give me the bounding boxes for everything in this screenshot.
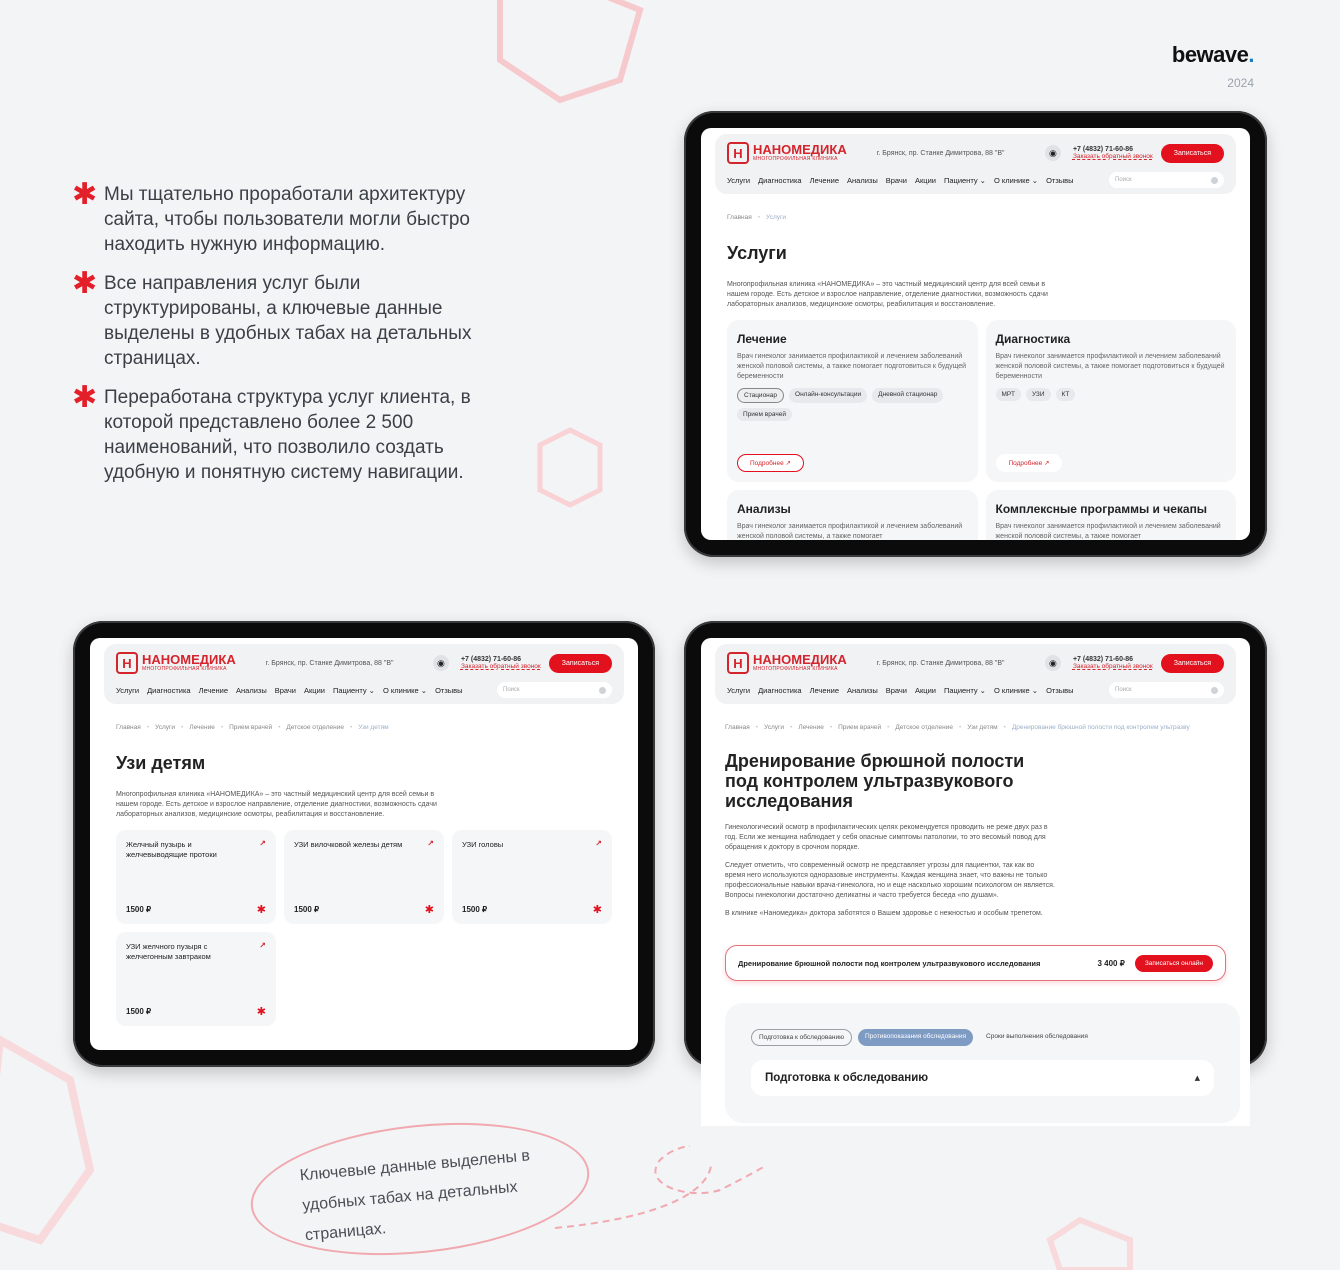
card-description: Врач гинеколог занимается профилактикой и лечением заболеваний женской половой системы, а также помогает подготовиться к будущей беременности (995, 353, 1225, 380)
accordion-title: Подготовка к обследованию (765, 1072, 929, 1084)
article-paragraph: Гинекологический осмотр в профилактических целях рекомендуется проводить не реже двух раз в год. Если же женщина наблюдает у себя опасные симптомы патологии, то это весомый повод для обращения к доктору в срочном порядке. (725, 824, 1048, 851)
service-cards (727, 320, 1236, 540)
logo-icon: H (727, 652, 749, 674)
uzi-title: УЗИ головы (462, 840, 504, 849)
main-nav (727, 682, 1224, 698)
article-paragraph: Следует отметить, что современный осмотр не представляет угрозы для пациентки, так как во время него используются одноразовые инструменты. Каждая женщина знает, что важны не только профессиональные навыки врача-гинеколога, но и еще насколько хорошим психологом он является. Вопросы гинекологии достаточно деликатны и часто требуется беседа «по душам». (725, 862, 1055, 899)
breadcrumb-item[interactable]: Услуги (764, 724, 785, 731)
feature-item (72, 266, 492, 371)
logo-subtitle: МНОГОПРОФИЛЬНАЯ КЛИНИКА (142, 666, 227, 672)
arrow-icon: ↗ (259, 839, 266, 848)
site-logo[interactable] (116, 652, 236, 674)
search-icon (1211, 687, 1218, 694)
chip[interactable]: УЗИ (1026, 388, 1051, 401)
feature-item (72, 177, 492, 257)
breadcrumb-item[interactable]: Услуги (155, 724, 176, 731)
tabs-panel (725, 1003, 1240, 1123)
breadcrumb-item[interactable]: Узи детям (967, 724, 998, 731)
uzi-price: 1500 ₽ (294, 905, 320, 914)
site-header (104, 644, 624, 704)
address: г. Брянск, пр. Станке Димитрова, 88 "В" (876, 659, 1005, 667)
breadcrumb-item[interactable]: Детское отделение (895, 724, 953, 731)
brand-logo: bewave. (1171, 42, 1254, 67)
breadcrumb-item: Узи детям (358, 724, 389, 731)
service-card[interactable] (986, 490, 1237, 540)
price-value: 3 400 ₽ (1097, 958, 1125, 968)
tablet-screen (90, 638, 638, 1050)
page-description: Многопрофильная клиника «НАНОМЕДИКА» – это частный медицинский центр для всей семьи в нашем городе. Есть детское и взрослое направление, отделение диагностики, возможность сдачи лабораторных анализов, медицинские осмотры, реабилитация и восстановление. (727, 281, 1048, 308)
uzi-title: УЗИ вилочковой железы детям (294, 840, 403, 849)
nav-item[interactable]: Пациенту ⌄ (943, 685, 986, 695)
card-title: Лечение (737, 332, 787, 346)
logo-subtitle: МНОГОПРОФИЛЬНАЯ КЛИНИКА (753, 666, 838, 672)
more-button[interactable]: Подробнее ↗ (996, 454, 1063, 472)
chevron-up-icon: ▲ (1194, 1074, 1200, 1082)
service-card[interactable] (986, 320, 1237, 482)
page-title: Услуги (727, 243, 787, 263)
feature-text: Мы тщательно проработали архитектуру сайта, чтобы пользователи могли быстро находить нужную информацию. (104, 184, 470, 255)
more-button[interactable]: Подробнее ↗ (737, 454, 804, 472)
search-placeholder: Поиск (1115, 177, 1132, 183)
uzi-card[interactable] (284, 830, 444, 924)
callout-text: Ключевые данные выделены в удобных табах на детальных страницах. (299, 1147, 531, 1245)
arrow-icon: ↗ (259, 941, 266, 950)
asterisk-icon: ✱ (72, 266, 98, 301)
brand-year: 2024 (1227, 76, 1254, 90)
card-title: Диагностика (995, 332, 1071, 346)
breadcrumb-item[interactable]: Прием врачей (229, 724, 273, 731)
nav-item[interactable]: Услуги (727, 175, 751, 185)
nav-item[interactable]: Врачи (274, 685, 296, 695)
eye-icon[interactable]: ◉ (433, 655, 449, 671)
signup-online-button[interactable]: Записаться онлайн (1135, 955, 1213, 972)
nav-item[interactable]: Врачи (885, 685, 907, 695)
feature-list (72, 177, 492, 499)
uzi-card[interactable] (116, 932, 276, 1026)
asterisk-icon: ✱ (256, 1005, 266, 1018)
search-input[interactable] (1109, 172, 1224, 188)
search-input[interactable] (1109, 682, 1224, 698)
nav-item[interactable]: Отзывы (1046, 685, 1074, 695)
signup-button[interactable]: Записаться (1161, 654, 1224, 673)
nav-item[interactable]: Услуги (727, 685, 751, 695)
tab-deadlines[interactable]: Сроки выполнения обследования (986, 1033, 1088, 1040)
nav-item[interactable]: Пациенту ⌄ (332, 685, 375, 695)
chip[interactable]: Стационар (737, 388, 784, 403)
breadcrumb-item: Услуги (766, 214, 787, 221)
main-nav (727, 172, 1224, 188)
eye-icon[interactable]: ◉ (1045, 655, 1061, 671)
eye-icon[interactable]: ◉ (1045, 145, 1061, 161)
callback-link[interactable]: Заказать обратный звонок (1072, 663, 1153, 670)
arrow-icon: ↗ (427, 839, 434, 848)
phone-link[interactable]: +7 (4832) 71-60-86 (460, 656, 522, 663)
page-description: Многопрофильная клиника «НАНОМЕДИКА» – это частный медицинский центр для всей семьи в нашем городе. Есть детское и взрослое направление, отделение диагностики, возможность сдачи лабораторных анализов, медицинские осмотры, реабилитация и восстановление. (116, 791, 437, 818)
nav-item[interactable]: Диагностика (758, 175, 802, 185)
site-logo[interactable] (727, 652, 847, 674)
phone-link[interactable]: +7 (4832) 71-60-86 (1072, 146, 1134, 153)
chip[interactable]: КТ (1056, 388, 1076, 401)
tablet-screen (701, 128, 1250, 540)
tablet-services (684, 111, 1267, 557)
breadcrumb: Главная • Услуги • Лечение • Прием врачей • Детское отделение • Узи детям (116, 724, 389, 731)
site-header (715, 644, 1236, 704)
logo-icon: H (727, 142, 749, 164)
card-description: Врач гинеколог занимается профилактикой и лечением заболеваний женской половой системы, а также помогает подготовиться к будущей беременности (737, 353, 967, 380)
breadcrumb-item[interactable]: Главная (116, 724, 141, 731)
main-nav (116, 682, 612, 698)
service-card[interactable] (727, 320, 978, 482)
service-card[interactable] (727, 490, 978, 540)
article-paragraph: В клинике «Наномедика» доктора заботятся о Вашем здоровье с нежностью и особым трепетом. (725, 910, 1043, 917)
nav-item[interactable]: О клинике ⌄ (993, 175, 1039, 185)
asterisk-icon: ✱ (592, 903, 602, 916)
breadcrumb: Главная • Услуги (727, 214, 787, 221)
tablet-uzi (73, 621, 655, 1067)
uzi-price: 1500 ₽ (126, 905, 152, 914)
nav-item[interactable]: Анализы (236, 685, 267, 695)
breadcrumb-item[interactable]: Лечение (798, 724, 824, 731)
uzi-title: Желчный пузырь и желчевыводящие протоки (126, 840, 217, 859)
logo-subtitle: МНОГОПРОФИЛЬНАЯ КЛИНИКА (753, 156, 838, 162)
nav-item[interactable]: Анализы (847, 175, 878, 185)
uzi-grid (116, 830, 612, 1026)
search-icon (1211, 177, 1218, 184)
card-title: Комплексные программы и чекапы (995, 502, 1208, 516)
breadcrumb-item[interactable]: Прием врачей (838, 724, 882, 731)
search-icon (599, 687, 606, 694)
nav-item[interactable]: Отзывы (1046, 175, 1074, 185)
card-title: Анализы (737, 502, 791, 516)
breadcrumb: Главная • Услуги • Лечение • Прием врачей • Детское отделение • Узи детям • Дренирование брюшной полости под контролем ультразву (725, 724, 1190, 731)
price-service-name: Дренирование брюшной полости под контролем ультразвукового исследования (738, 958, 1041, 968)
search-placeholder: Поиск (503, 687, 520, 693)
accordion[interactable] (751, 1060, 1214, 1096)
uzi-title: УЗИ желчного пузыря с желчегонным завтраком (126, 942, 211, 961)
breadcrumb-item[interactable]: Детское отделение (286, 724, 344, 731)
nav-item[interactable]: Лечение (809, 685, 839, 695)
uzi-price: 1500 ₽ (462, 905, 488, 914)
callback-link[interactable]: Заказать обратный звонок (460, 663, 541, 670)
address: г. Брянск, пр. Станке Димитрова, 88 "В" (876, 149, 1005, 157)
logo-name: НАНОМЕДИКА (753, 142, 847, 157)
nav-item[interactable]: О клинике ⌄ (382, 685, 428, 695)
breadcrumb-item: Дренирование брюшной полости под контролем ультразву (1011, 724, 1190, 731)
tabs (751, 1029, 1214, 1046)
callback-link[interactable]: Заказать обратный звонок (1072, 153, 1153, 160)
tab-contraindications[interactable]: Противопоказания обследования (858, 1029, 973, 1046)
nav-item[interactable]: Диагностика (758, 685, 802, 695)
logo-name: НАНОМЕДИКА (142, 652, 236, 667)
nav-item[interactable]: Врачи (885, 175, 907, 185)
search-placeholder: Поиск (1115, 687, 1132, 693)
logo-icon: H (116, 652, 138, 674)
nav-item[interactable]: Лечение (809, 175, 839, 185)
nav-item[interactable]: Диагностика (147, 685, 191, 695)
chip[interactable]: Онлайн-консультации (789, 388, 867, 403)
breadcrumb-item[interactable]: Главная (725, 724, 750, 731)
site-logo[interactable] (727, 142, 847, 164)
card-description: Врач гинеколог занимается профилактикой и лечением заболеваний женской половой системы, а также помогает (737, 523, 963, 540)
nav-item[interactable]: Лечение (198, 685, 228, 695)
tablet-detail (684, 621, 1267, 1084)
uzi-price: 1500 ₽ (126, 1007, 152, 1016)
site-header (715, 134, 1236, 194)
page-title: Дренирование брюшной полости под контролем ультразвукового исследования (725, 751, 1025, 811)
uzi-card[interactable] (116, 830, 276, 924)
asterisk-icon: ✱ (424, 903, 434, 916)
address: г. Брянск, пр. Станке Димитрова, 88 "В" (265, 659, 394, 667)
nav-item[interactable]: Услуги (116, 685, 140, 695)
arrow-icon: ↗ (595, 839, 602, 848)
nav-item[interactable]: О клинике ⌄ (993, 685, 1039, 695)
nav-item[interactable]: Отзывы (435, 685, 463, 695)
chip[interactable]: Дневной стационар (872, 388, 943, 403)
detail-bottom-mask (690, 1126, 1290, 1166)
tablet-screen (701, 638, 1250, 1147)
chip[interactable]: МРТ (996, 388, 1021, 401)
price-box (725, 945, 1226, 981)
nav-item[interactable]: Акции (915, 685, 936, 695)
breadcrumb-item[interactable]: Лечение (189, 724, 215, 731)
feature-text: Все направления услуг были структурированы, а ключевые данные выделены в удобных табах на детальных страницах. (104, 273, 472, 369)
nav-item[interactable]: Анализы (847, 685, 878, 695)
asterisk-icon: ✱ (72, 177, 98, 212)
brand-name: bewave (1171, 42, 1249, 67)
tab-preparation[interactable]: Подготовка к обследованию (751, 1029, 852, 1046)
breadcrumb-item[interactable]: Главная (727, 214, 752, 221)
logo-name: НАНОМЕДИКА (753, 652, 847, 667)
feature-text: Переработана структура услуг клиента, в которой представлено более 2 500 наименований, что позволило создать удобную и понятную систему навигации. (104, 387, 471, 483)
nav-item[interactable]: Акции (915, 175, 936, 185)
feature-item (72, 380, 492, 485)
asterisk-icon: ✱ (256, 903, 266, 916)
asterisk-icon: ✱ (72, 380, 98, 415)
page-title: Узи детям (116, 753, 206, 773)
search-input[interactable] (497, 682, 612, 698)
uzi-card[interactable] (452, 830, 612, 924)
card-description: Врач гинеколог занимается профилактикой и лечением заболеваний женской половой системы, а также помогает (995, 523, 1221, 540)
nav-item[interactable]: Пациенту ⌄ (943, 175, 986, 185)
signup-button[interactable]: Записаться (1161, 144, 1224, 163)
nav-item[interactable]: Акции (304, 685, 325, 695)
phone-link[interactable]: +7 (4832) 71-60-86 (1072, 656, 1134, 663)
signup-button[interactable]: Записаться (549, 654, 612, 673)
chip[interactable]: Прием врачей (737, 408, 792, 421)
